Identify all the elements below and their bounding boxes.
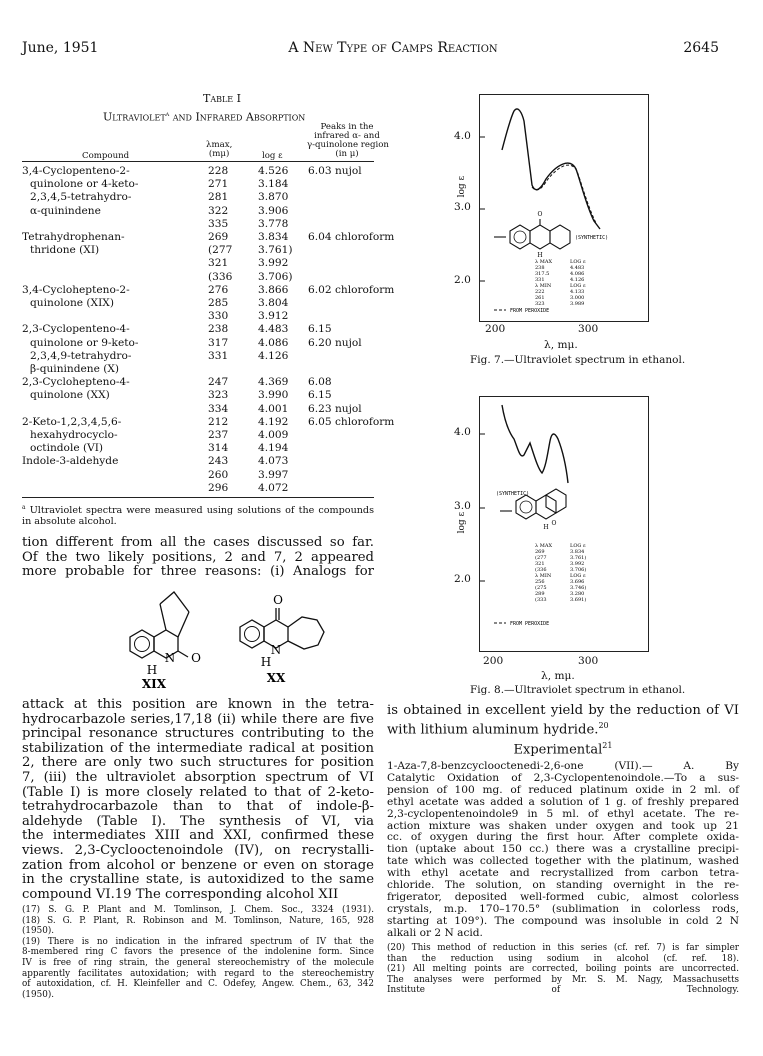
- mini-cell: LOG ε: [570, 259, 586, 265]
- text-line: Institute of Technology.: [387, 985, 739, 996]
- mini-cell: LOG ε: [570, 573, 586, 579]
- fig7-xtick-200: 200: [485, 323, 506, 335]
- mini-cell: (333: [535, 597, 547, 603]
- text-line: of autoxidation, cf. H. Kleinfeller and C. Odefey, Angew. Chem., 63, 342: [22, 979, 374, 990]
- table-row: [22, 389, 374, 402]
- table-row: [22, 218, 374, 231]
- table-row: [22, 165, 374, 178]
- text-line: hydrocarbazole series,17,18 (ii) while there are five: [22, 711, 374, 727]
- text-line: (21) All melting points are corrected, boiling points are uncorrected.: [387, 964, 739, 975]
- cell-lambda: 322: [208, 204, 229, 217]
- experimental-heading: Experimental$^{21}$: [513, 741, 613, 758]
- text-line: action mixture was shaken under oxygen and took up 21: [387, 819, 739, 832]
- text-line: The analyses were performed by Mr. S. M. Nagy, Massachusetts: [387, 974, 739, 985]
- cell-log: 4.192: [258, 415, 289, 428]
- text-line: (18) S. G. P. Plant, R. Robinson and M. Tomlinson, Nature, 165, 928: [22, 915, 374, 926]
- table-title: Table I: [203, 92, 241, 105]
- cell-compound: 2,3,4,9-tetrahydro-: [30, 349, 132, 362]
- cell-lambda: 247: [208, 376, 229, 389]
- mini-cell: 3.696: [570, 579, 585, 585]
- cell-compound: quinolone (XX): [30, 389, 110, 402]
- table-row: [22, 429, 374, 442]
- right-footnotes: [387, 943, 739, 996]
- cell-log: 4.086: [258, 336, 289, 349]
- cell-log: 3.912: [258, 310, 289, 323]
- mini-cell: 3.761): [570, 555, 587, 561]
- cell-log: 3.997: [258, 468, 289, 481]
- cell-peaks: 6.02 chloroform: [308, 283, 395, 296]
- left-footnotes: [22, 905, 374, 1000]
- atom-h-xx: H: [260, 655, 272, 669]
- table-row: [22, 205, 374, 218]
- atom-o-xx: O: [273, 593, 283, 607]
- text-line: Catalytic Oxidation of 2,3-Cyclopentenoindole.—To a sus-: [387, 771, 739, 784]
- text-line: pension of 100 mg. of reduced platinum oxide in 2 ml. of: [387, 783, 739, 796]
- cell-log: 3.761): [258, 244, 293, 257]
- col-compound-header: Compound: [82, 151, 130, 161]
- fig8-ylabel: log ε: [457, 511, 468, 534]
- text-line: 2, there are only two such structures for position: [22, 755, 374, 771]
- label-xix: XIX: [141, 677, 167, 691]
- cell-log: 4.073: [258, 455, 289, 468]
- svg-text:H: H: [543, 524, 549, 531]
- cell-compound: quinolone (XIX): [30, 297, 114, 309]
- table-row: [22, 469, 374, 482]
- fig7-caption: Fig. 7.—Ultraviolet spectrum in ethanol.: [470, 354, 686, 366]
- table-row: [22, 271, 374, 284]
- cell-peaks: 6.05 chloroform: [308, 415, 395, 428]
- experimental-text: [387, 761, 739, 940]
- text-line: attack at this position are known in the tetra-: [22, 697, 374, 712]
- fig7-legend-peroxide: FROM PEROXIDE: [510, 308, 550, 314]
- text-line: than the reduction using sodium in alcohol (cf. ref. 18).: [387, 953, 739, 964]
- cell-lambda: 335: [208, 217, 229, 230]
- cell-peaks: 6.20 nujol: [308, 336, 362, 349]
- mini-cell: (275: [535, 585, 547, 591]
- svg-text:O: O: [537, 211, 543, 218]
- fig8-xtick-300: 300: [578, 655, 599, 667]
- table-row: [22, 297, 374, 310]
- cell-log: 3.706): [258, 270, 293, 283]
- mini-cell: 3.000: [570, 295, 585, 301]
- cell-compound: 3,4-Cyclohepteno-2-: [22, 283, 130, 296]
- mini-cell: 3.834: [570, 549, 585, 555]
- cell-peaks: 6.15: [308, 389, 332, 402]
- mini-cell: 4.133: [570, 289, 585, 295]
- cell-log: 3.834: [258, 231, 289, 243]
- cell-log: 3.870: [258, 191, 289, 204]
- mini-cell: 4.086: [570, 271, 585, 277]
- cell-compound: thridone (XI): [30, 244, 100, 257]
- mini-cell: 317.5: [535, 271, 550, 277]
- text-line: the intermediates XIII and XXI, confirmed these: [22, 828, 374, 844]
- cell-log: 4.072: [258, 481, 289, 494]
- fig7-ytick-4: 4.0: [454, 130, 471, 142]
- text-line: cc. of oxygen during the first hour. After complete oxida-: [387, 831, 739, 844]
- mini-cell: λ MAX: [535, 259, 553, 265]
- cell-lambda: (336: [208, 270, 233, 283]
- mini-cell: 3.706): [570, 567, 587, 573]
- cell-compound: Tetrahydrophenan-: [22, 231, 125, 243]
- cell-lambda: 314: [208, 442, 229, 455]
- text-line: IV is free of ring strain, the general stereochemistry of the molecule: [22, 957, 374, 968]
- cell-compound: quinolone or 9-keto-: [30, 336, 139, 349]
- mini-cell: 256: [535, 579, 545, 585]
- fig8-legend-synthetic: (SYNTHETIC): [496, 491, 530, 497]
- fig8-ytick-3: 3.0: [454, 500, 471, 512]
- cell-log: 3.990: [258, 389, 289, 402]
- cell-lambda: 238: [208, 323, 229, 336]
- mini-cell: 323: [535, 301, 545, 307]
- cell-lambda: 323: [208, 389, 229, 402]
- table-row: [22, 244, 374, 257]
- text-line: alkali or 2 N acid.: [387, 926, 483, 939]
- text-line: principal resonance structures contributing to the: [22, 726, 374, 742]
- cell-compound: hexahydrocyclo-: [30, 429, 118, 441]
- atom-n-xix: N: [164, 651, 176, 665]
- cell-peaks: 6.08: [308, 376, 332, 389]
- cell-compound: 2,3-Cyclopenteno-4-: [22, 323, 130, 336]
- mini-cell: 321: [535, 561, 545, 567]
- cell-lambda: 330: [208, 310, 229, 323]
- cell-peaks: 6.15: [308, 323, 332, 336]
- cell-compound: 2,3,4,5-tetrahydro-: [30, 191, 132, 204]
- cell-lambda: 317: [208, 336, 229, 349]
- mini-cell: 4.126: [570, 277, 585, 283]
- cell-lambda: 321: [208, 257, 229, 270]
- text-line: (1950).: [22, 989, 55, 1000]
- text-line: stabilization of the intermediate radical at position: [22, 740, 374, 756]
- text-line: apparently facilitates autoxidation; with regard to the stereochemistry: [22, 968, 374, 979]
- cell-compound: 2,3-Cyclohepteno-4-: [22, 376, 130, 389]
- cell-compound: Indole-3-aldehyde: [22, 455, 119, 468]
- cell-log: 3.184: [258, 178, 289, 191]
- text-line: frigerator, deposited well-formed cubic, almost colorless: [387, 890, 739, 903]
- cell-peaks: 6.23 nujol: [308, 402, 362, 415]
- cell-compound: 2-Keto-1,2,3,4,5,6-: [22, 415, 122, 428]
- mini-cell: 331: [535, 277, 545, 283]
- text-line: tetrahydrocarbazole than to that of indole-β-: [22, 799, 374, 815]
- svg-text:H: H: [537, 252, 543, 259]
- text-line: 8-membered ring C favors the presence of the indolenine form. Since: [22, 947, 374, 958]
- text-line: aldehyde (Table I). The synthesis of VI, via: [22, 813, 374, 829]
- atom-o-xix: O: [191, 651, 201, 665]
- text-line: 7, (iii) the ultraviolet absorption spectrum of VI: [22, 769, 374, 785]
- text-line: (Table I) is more closely related to that of 2-keto-: [22, 784, 374, 800]
- running-header-date: June, 1951: [22, 40, 99, 56]
- mini-cell: 3.992: [570, 561, 585, 567]
- atom-h-xix: H: [146, 663, 158, 677]
- cell-lambda: 260: [208, 468, 229, 481]
- mini-cell: 261: [535, 295, 545, 301]
- table-row: [22, 415, 395, 429]
- mini-cell: 269: [535, 549, 545, 555]
- cell-log: 4.009: [258, 429, 289, 441]
- fig7-ytick-2: 2.0: [454, 274, 471, 286]
- mini-cell: λ MAX: [535, 543, 553, 549]
- cell-lambda: 334: [208, 402, 229, 415]
- fig8-xtick-200: 200: [483, 655, 504, 667]
- table-row: [22, 323, 374, 336]
- cell-log: 3.906: [258, 204, 289, 217]
- cell-lambda: 228: [208, 165, 229, 177]
- mini-cell: (277: [535, 555, 547, 561]
- paragraph-1: tion different from all the cases discussed so far. Of the two likely positions, 2 and 7, 2 appeared more probable for three reasons: (i) Analogs for: [22, 535, 374, 580]
- mini-cell: 238: [535, 265, 545, 271]
- mini-cell: 3.280: [570, 591, 585, 597]
- cell-log: 4.126: [258, 349, 289, 362]
- paragraph-2: [22, 698, 374, 902]
- page-number: 2645: [683, 40, 719, 56]
- text-line: chloride. The solution, on standing overnight in the re-: [387, 879, 739, 892]
- mini-cell: (336: [535, 567, 547, 573]
- cell-lambda: 269: [208, 231, 229, 243]
- figure-7-svg: [480, 95, 648, 321]
- cell-log: 3.804: [258, 297, 289, 309]
- table-row: [22, 191, 374, 204]
- mini-cell: 3.691): [570, 597, 587, 603]
- mini-cell: λ MIN: [535, 573, 552, 579]
- table-row: [22, 403, 374, 416]
- text-line: 2,3-cyclopentenoindole9 in 5 ml. of ethyl acetate. The re-: [387, 807, 739, 820]
- col-log-header: log ε: [262, 151, 283, 161]
- text-line: starting at 109°). The compound was insoluble in cold 2 N: [387, 914, 739, 927]
- cell-log: 3.778: [258, 217, 289, 230]
- fig8-caption: Fig. 8.—Ultraviolet spectrum in ethanol.: [470, 684, 686, 696]
- text-line: tion (uptake about 150 cc.) there was a crystalline precipi-: [387, 843, 739, 856]
- text-line: zation from alcohol or benzene or even on storage: [22, 857, 374, 873]
- cell-log: 4.526: [258, 165, 289, 177]
- fig8-ytick-2: 2.0: [454, 573, 471, 585]
- table-rule-bottom: [22, 497, 374, 498]
- fig8-legend-peroxide: FROM PEROXIDE: [510, 621, 550, 627]
- table-row: [22, 482, 374, 495]
- fig8-xlabel: λ, mμ.: [541, 670, 575, 682]
- cell-compound: 3,4-Cyclopenteno-2-: [22, 165, 130, 177]
- table-subtitle: Ultraviolet$^a$ and Infrared Absorption: [103, 110, 306, 124]
- table-row: [22, 310, 374, 323]
- label-xx: XX: [266, 671, 286, 685]
- table-row: [22, 257, 374, 270]
- atom-n-xx: N: [270, 643, 282, 657]
- cell-lambda: 331: [208, 349, 229, 362]
- mini-cell: 289: [535, 591, 545, 597]
- col-peaks-header: Peaks in the infrared α- and γ-quinolone region (in μ): [307, 122, 389, 159]
- cell-log: 3.992: [258, 257, 289, 270]
- cell-lambda: 243: [208, 455, 229, 468]
- cell-lambda: 281: [208, 191, 229, 204]
- text-line: (1950).: [22, 926, 55, 937]
- cell-log: 3.866: [258, 283, 289, 296]
- cell-compound: α-quinindene: [30, 204, 101, 217]
- cell-lambda: 276: [208, 283, 229, 296]
- table-row: [22, 442, 374, 455]
- table-footnote: $^a$ Ultraviolet spectra were measured using solutions of the compounds in absolute alcohol.: [22, 504, 374, 528]
- fig8-ytick-4: 4.0: [454, 426, 471, 438]
- table-row: [22, 363, 374, 376]
- table-row: [22, 350, 374, 363]
- mini-cell: 3.746): [570, 585, 587, 591]
- structures-xix-xx: [110, 582, 350, 692]
- figure-7-plot: [479, 94, 649, 322]
- table-row: [22, 283, 395, 297]
- text-line: in the crystalline state, is autoxidized to the same: [22, 872, 374, 888]
- mini-cell: LOG ε: [570, 543, 586, 549]
- mini-cell: LOG ε: [570, 283, 586, 289]
- cell-log: 4.483: [258, 323, 289, 336]
- cell-peaks: 6.04 chloroform: [308, 231, 395, 243]
- text-line: (17) S. G. P. Plant and M. Tomlinson, J. Chem. Soc., 3324 (1931).: [22, 905, 374, 915]
- fig7-ylabel: log ε: [457, 175, 468, 198]
- cell-compound: quinolone or 4-keto-: [30, 178, 139, 191]
- text-line: compound VI.19 The corresponding alcohol XII: [22, 886, 339, 902]
- cell-lambda: (277: [208, 244, 233, 257]
- running-header-title: A New Type of Camps Reaction: [288, 40, 498, 56]
- text-line: crystals, m.p. 170–170.5° (sublimation in colorless rods,: [387, 902, 739, 915]
- fig7-ytick-3: 3.0: [454, 201, 471, 213]
- cell-lambda: 237: [208, 429, 229, 441]
- table-rule: [22, 161, 374, 162]
- svg-text:O: O: [551, 520, 557, 527]
- mini-cell: 4.483: [570, 265, 585, 271]
- cell-lambda: 212: [208, 415, 229, 428]
- fig7-xlabel: λ, mμ.: [544, 339, 578, 351]
- cell-log: 4.194: [258, 442, 289, 455]
- text-line: views. 2,3-Cyclooctenoindole (IV), on recrystalli-: [22, 842, 374, 858]
- table-row: [22, 231, 395, 244]
- figure-8-svg: [480, 397, 648, 651]
- col-lambda-header: λmax, (mμ): [206, 140, 233, 159]
- table-row: [22, 455, 374, 468]
- text-line: ethyl acetate was added a solution of 1 g. of freshly prepared: [387, 795, 739, 808]
- text-line: 1-Aza-7,8-benzcyclooctenedi-2,6-one (VII).— A. By: [387, 760, 739, 772]
- mini-cell: λ MIN: [535, 283, 552, 289]
- cell-lambda: 296: [208, 481, 229, 494]
- fig7-legend-synthetic: (SYNTHETIC): [575, 235, 609, 241]
- table-row: [22, 337, 374, 350]
- text-line: with ethyl acetate and recrystallized from carbon tetra-: [387, 867, 739, 880]
- cell-lambda: 271: [208, 178, 229, 191]
- cell-compound: octindole (VI): [30, 442, 104, 455]
- cell-log: 4.001: [258, 402, 289, 415]
- fig7-xtick-300: 300: [578, 323, 599, 335]
- cell-compound: β-quinindene (X): [30, 363, 120, 375]
- text-line: (19) There is no indication in the infrared spectrum of IV that the: [22, 936, 374, 947]
- table-row: [22, 178, 374, 191]
- cell-peaks: 6.03 nujol: [308, 165, 362, 177]
- figure-8-plot: [479, 396, 649, 652]
- cell-lambda: 285: [208, 297, 229, 309]
- right-paragraph: is obtained in excellent yield by the reduction of VI with lithium aluminum hydride.$^{20}$: [387, 703, 739, 737]
- mini-cell: 3.989: [570, 301, 585, 307]
- cell-log: 4.369: [258, 376, 289, 389]
- text-line: (20) This method of reduction in this series (cf. ref. 7) is far simpler: [387, 943, 739, 953]
- text-line: tate which was collected together with the platinum, washed: [387, 855, 739, 868]
- mini-cell: 222: [535, 289, 545, 295]
- table-row: [22, 376, 374, 389]
